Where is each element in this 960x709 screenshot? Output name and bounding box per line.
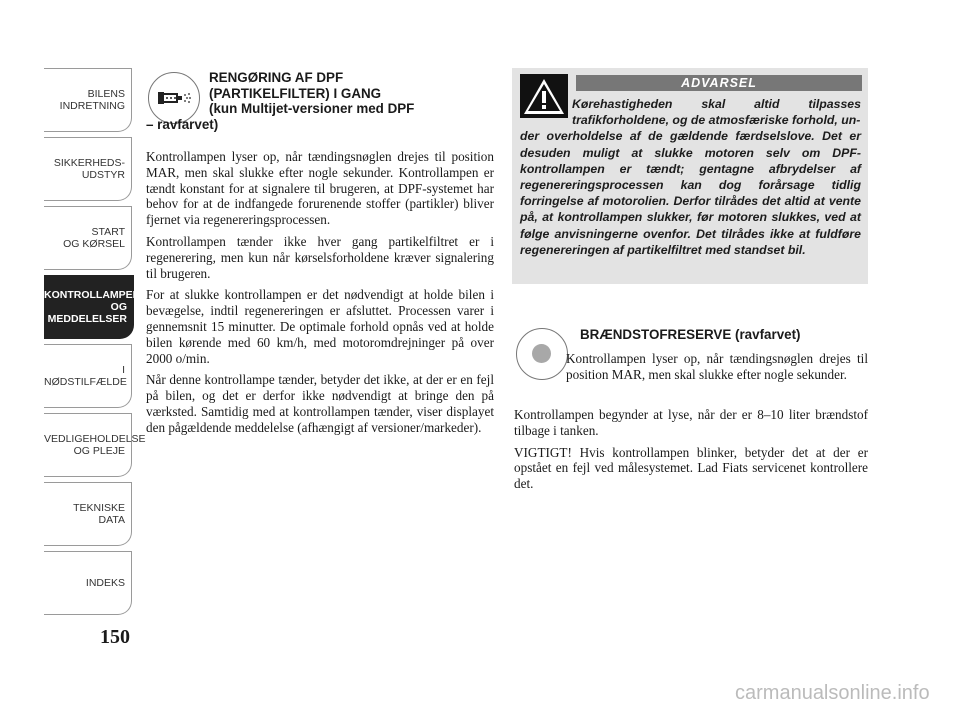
heading-line: – ravfarvet)	[146, 116, 219, 132]
heading-line: (PARTIKELFILTER) I GANG	[209, 85, 382, 101]
tab-vedligeholdelse[interactable]	[44, 413, 146, 477]
tab-label: START OG KØRSEL	[63, 226, 125, 250]
warning-text-rest: der overholdelse af de gældende færdselslove. Det er desuden muligt at slukke motoren selv om DPF-kontrollampen er tændt; gentagne afbrydelser af regenereringsprocessen kan dog forårsage tidlig forringelse af motorolien. Derfor tilrådes det altid at vente på, at kontrollampen slukker, før motoren slukkes, ved at følge anvisningerne ovenfor. Det tilrådes ikke at fuldføre regenereringen af partikelfiltret med standset bil.	[520, 129, 861, 257]
tab-label: INDEKS	[85, 577, 125, 589]
tab-i-nodstilfaelde[interactable]	[44, 344, 132, 408]
tab-tekniske-data[interactable]	[44, 482, 132, 546]
tab-label: SIKKERHEDS- UDSTYR	[53, 157, 125, 181]
paragraph: Kontrollampen tænder ikke hver gang partikelfiltret er i regenerering, men kun når kørselsforholdene kræver signalering til brugeren.	[146, 233, 494, 281]
tab-label: VEDLIGEHOLDELSE OG PLEJE	[44, 433, 146, 457]
paragraph: Når denne kontrollampe tænder, betyder det ikke, at der er en fejl på bilen, og det er derfor ikke nødvendigt at bringe den på værksted. Samtidig med at kontrollampen tænder, viser displayet den pågældende meddelelse (afhængigt af versioner/markeder).	[146, 372, 494, 435]
fuel-intro: Kontrollampen lyser op, når tændingsnøglen drejes til position MAR, men skal slukke efter nogle sekunder.	[566, 351, 868, 382]
tab-label: TEKNISKE DATA	[73, 502, 125, 526]
tab-label: BILENS INDRETNING	[59, 88, 125, 112]
tab-start-og-korsel[interactable]	[44, 206, 132, 270]
tab-sikkerhedsudstyr[interactable]	[44, 137, 132, 201]
paragraph: For at slukke kontrollampen er det nødvendigt at holde bilen i bevægelse, indtil regenereringen er afsluttet. Processen varer i gennemsnit 15 minutter. De optimale forhold opnås ved at holde bilen kørende med 60 km/h, med motoromdrejninger på over 2000 o/min.	[146, 287, 494, 366]
warning-text	[520, 96, 861, 258]
dpf-heading	[146, 70, 499, 132]
paragraph: Kontrollampen lyser op, når tændingsnøglen drejes til position MAR, men skal slukke efter nogle sekunder. Kontrollampen er tændt konstant for at signalere til brugeren, at DPF-systemet har behov for at de indfangede forurenende stoffer (partikler) bliver fjernet via regenereringsprocessen.	[146, 149, 494, 228]
tab-label: KONTROLLAMPER OG MEDDELELSER	[44, 289, 141, 325]
watermark: carmanualsonline.info	[735, 682, 930, 704]
tab-indeks[interactable]	[44, 551, 132, 615]
warning-text-first: Kørehastigheden skal altid tilpasses trafikforholdene, og de atmosfæriske forhold, un-	[572, 97, 861, 128]
fuel-heading: BRÆNDSTOFRESERVE (ravfarvet)	[580, 327, 801, 342]
paragraph: Kontrollampen begynder at lyse, når der er 8–10 liter brændstof tilbage i tanken.	[514, 407, 868, 438]
page-number: 150	[100, 626, 130, 648]
fuel-body	[514, 407, 868, 498]
paragraph: VIGTIGT! Hvis kontrollampen blinker, betyder det at der er opstået en fejl ved målesystemet. Lad Fiats servicenet kontrollere det.	[514, 444, 868, 492]
tab-kontrollamper[interactable]	[44, 275, 141, 339]
tab-label: I NØDSTILFÆLDE	[44, 364, 127, 388]
heading-line: RENGØRING AF DPF	[209, 70, 344, 85]
dpf-body	[146, 149, 494, 442]
warning-title: ADVARSEL	[576, 75, 862, 91]
heading-line: (kun Multijet-versioner med DPF	[209, 101, 415, 117]
fuel-reserve-icon	[516, 328, 568, 380]
tab-bilens-indretning[interactable]	[44, 68, 132, 132]
